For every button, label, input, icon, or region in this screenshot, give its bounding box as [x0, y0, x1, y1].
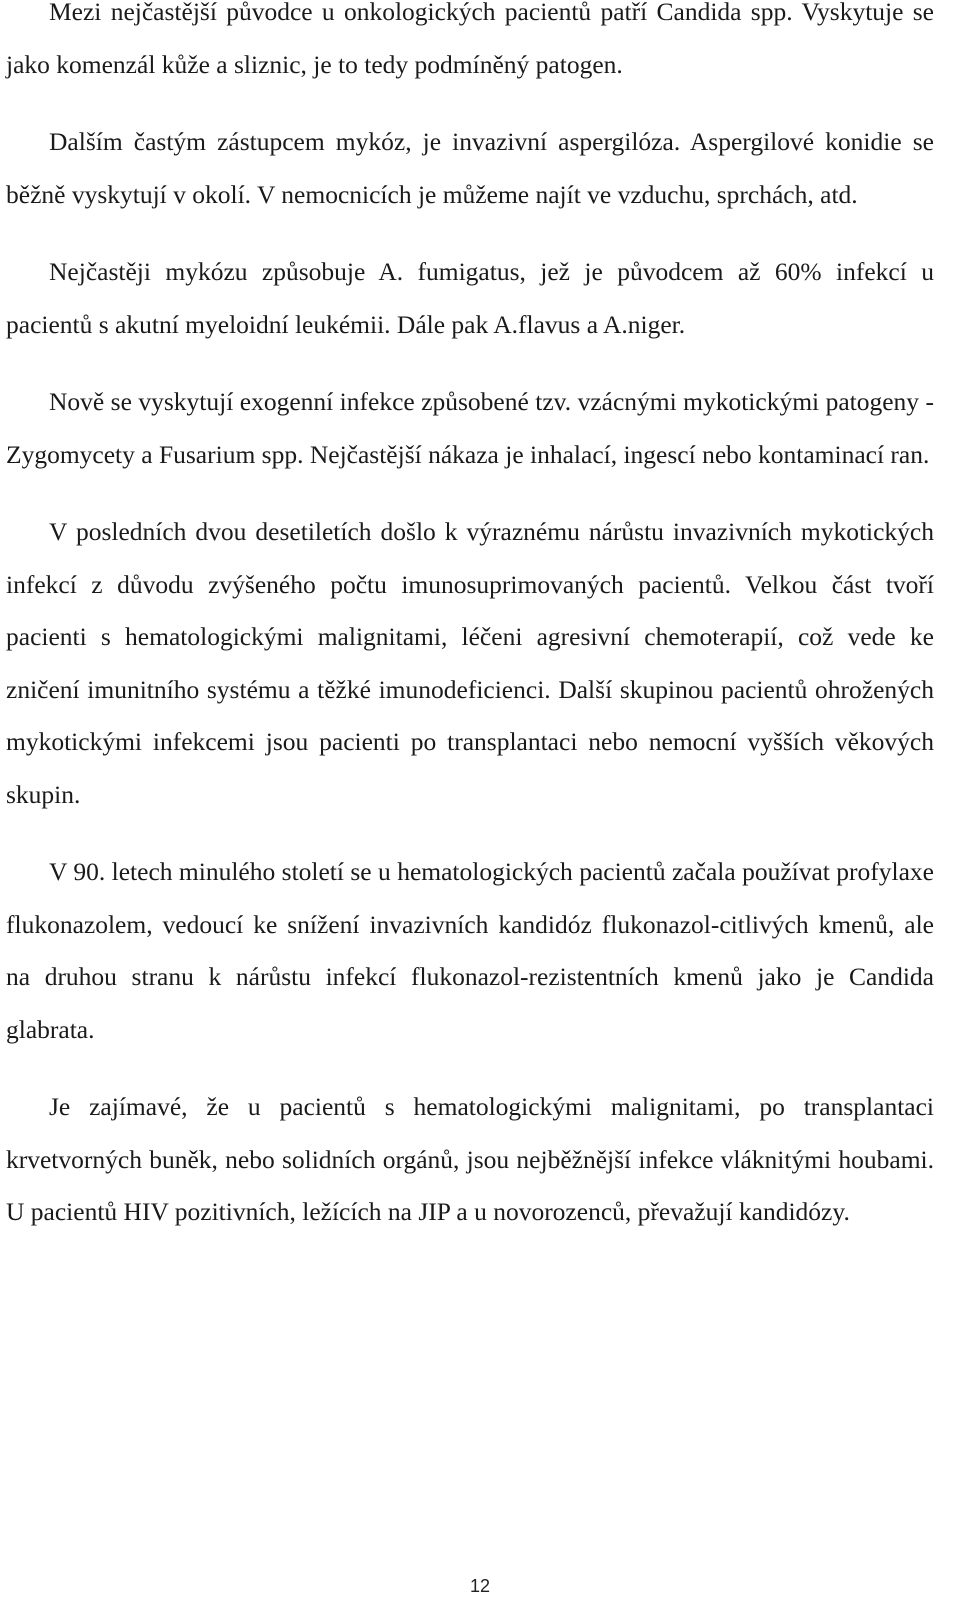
paragraph-fluconazole: V 90. letech minulého století se u hematologických pacientů začala používat profylaxe flukonazolem, vedoucí ke snížení invazivních kandidóz flukonazol-citlivých kmenů, ale na druhou stranu k nárůstu infekcí flukonazol-rezistentních kmenů jako je Candida glabrata. — [6, 857, 934, 1044]
paragraph-exogenous-infections: Nově se vyskytují exogenní infekce způsobené tzv. vzácnými mykotickými patogeny - Zygomycety a Fusarium spp. Nejčastější nákaza je inhalací, ingescí nebo kontaminací ran. — [6, 387, 934, 469]
paragraph-hematologic: Je zajímavé, že u pacientů s hematologickými malignitami, po transplantaci krvetvorných buněk, nebo solidních orgánů, jsou nejběžnější infekce vláknitými houbami. U pacientů HIV pozitivních, ležících na JIP a u novorozenců, převažují kandidózy. — [6, 1092, 934, 1226]
paragraph-candida: Mezi nejčastější původce u onkologických pacientů patří Candida spp. Vyskytuje se jako komenzál kůže a sliznic, je to tedy podmíněný patogen. — [6, 0, 934, 79]
paragraph-immunosuppressed: V posledních dvou desetiletích došlo k výraznému nárůstu invazivních mykotických infekcí z důvodu zvýšeného počtu imunosuprimovaných pacientů. Velkou část tvoří pacienti s hematologickými malignitami, léčeni agresivní chemoterapií, což vede ke zničení imunitního systému a těžké imunodeficienci. Další skupinou pacientů ohrožených mykotickými infekcemi jsou pacienti po transplantaci nebo nemocní vyšších věkových skupin. — [6, 517, 934, 809]
page-number: 12 — [469, 1576, 491, 1596]
paragraph-fumigatus: Nejčastěji mykózu způsobuje A. fumigatus, jež je původcem až 60% infekcí u pacientů s akutní myeloidní leukémii. Dále pak A.flavus a A.niger. — [6, 257, 934, 339]
paragraph-aspergillosis: Dalším častým zástupcem mykóz, je invazivní aspergilóza. Aspergilové konidie se běžně vyskytují v okolí. V nemocnicích je můžeme najít ve vzduchu, sprchách, atd. — [6, 127, 934, 209]
